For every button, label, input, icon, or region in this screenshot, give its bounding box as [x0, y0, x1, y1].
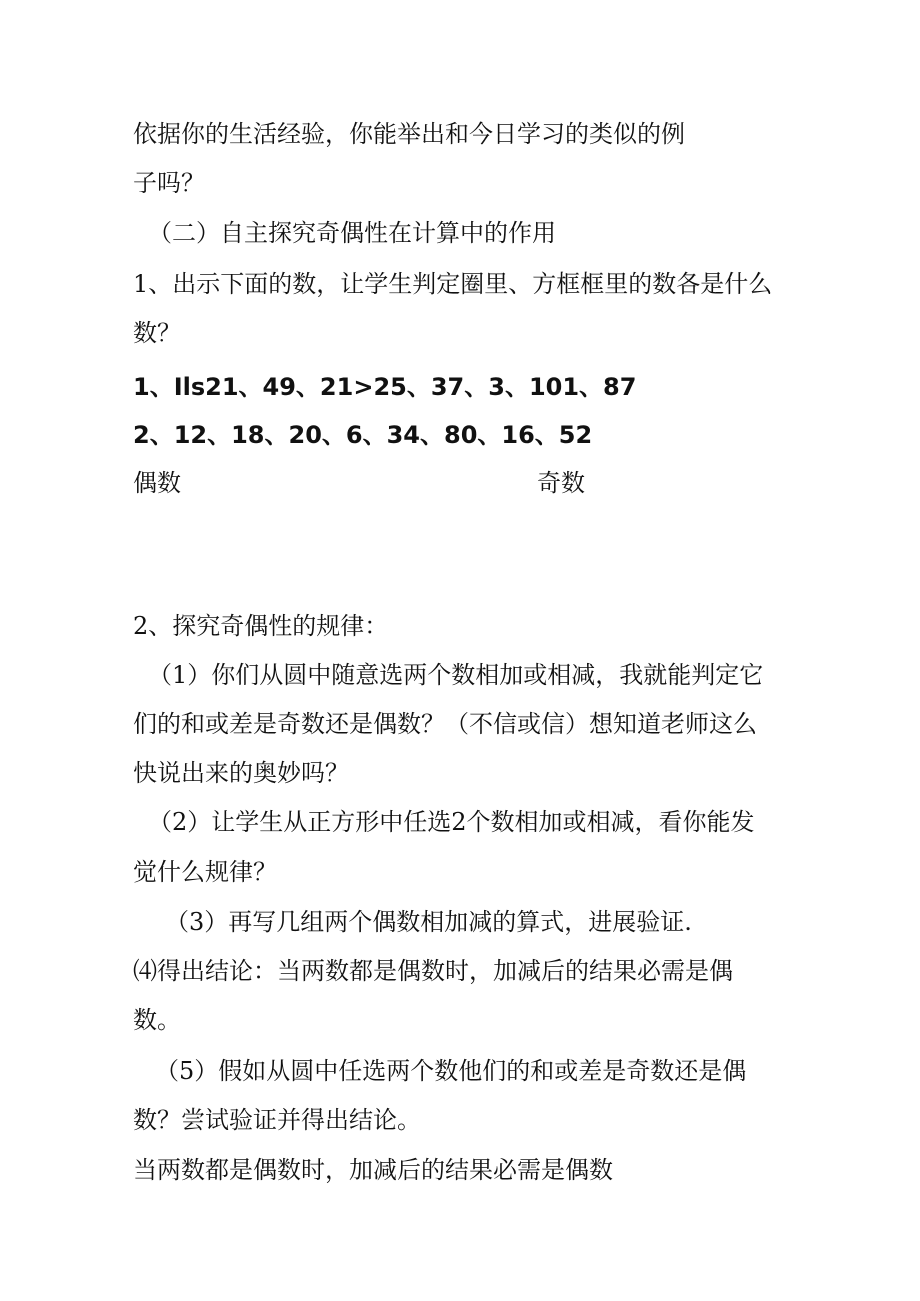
- text-line-20: 数？尝试验证并得出结论。: [133, 1106, 421, 1134]
- subsection-heading: 2、探究奇偶性的规律：: [133, 612, 389, 640]
- label-even: 偶数: [133, 469, 181, 497]
- text-line-2: 子吗？: [133, 169, 205, 197]
- text-line-14: （2）让学生从正方形中任选2个数相加或相减，看你能发: [148, 808, 755, 836]
- text-line-11: （1）你们从圆中随意选两个数相加或相减，我就能判定它: [148, 661, 764, 689]
- text-line-4: 1、出示下面的数，让学生判定圈里、方框框里的数各是什么: [133, 270, 773, 298]
- text-line-15: 觉什么规律？: [133, 858, 277, 886]
- text-line-5: 数？: [133, 319, 181, 347]
- text-line-21: 当两数都是偶数时，加减后的结果必需是偶数: [133, 1156, 613, 1184]
- text-line-17: ⑷得出结论：当两数都是偶数时，加减后的结果必需是偶: [133, 957, 733, 985]
- text-line-1: 依据你的生活经验，你能举出和今日学习的类似的例: [133, 120, 685, 148]
- label-odd: 奇数: [537, 469, 585, 497]
- text-line-13: 快说出来的奥妙吗？: [133, 759, 349, 787]
- number-list-1: 1、Ils21、49、21>25、37、3、101、87: [133, 373, 637, 401]
- text-line-12: 们的和或差是奇数还是偶数？（不信或信）想知道老师这么: [133, 710, 757, 738]
- text-line-16: （3）再写几组两个偶数相加减的算式，进展验证.: [165, 908, 692, 936]
- section-heading: （二）自主探究奇偶性在计算中的作用: [148, 219, 556, 247]
- text-line-18: 数。: [133, 1006, 181, 1034]
- number-list-2: 2、12、18、20、6、34、80、16、52: [133, 421, 593, 449]
- text-line-19: （5）假如从圆中任选两个数他们的和或差是奇数还是偶: [155, 1057, 747, 1085]
